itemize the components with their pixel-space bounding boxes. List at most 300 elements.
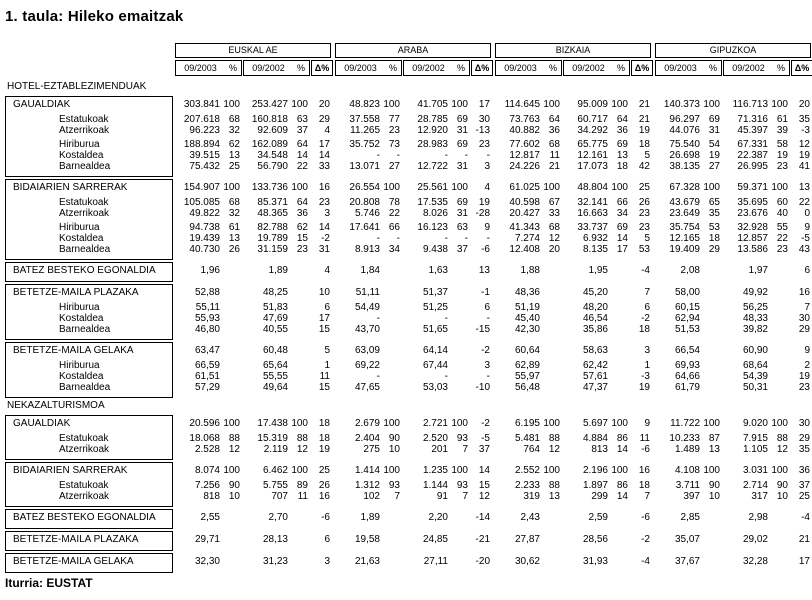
cell [383, 533, 402, 546]
cell: -5 [801, 233, 810, 244]
row-group-betetze-maila-plazaka [5, 284, 810, 338]
cell: 36 [616, 125, 628, 136]
cell: 1 [644, 360, 650, 371]
cell: 86 [616, 480, 628, 491]
cell: 31 [456, 161, 468, 172]
cell: 65.775 [577, 139, 608, 150]
cell: 69,22 [354, 360, 380, 371]
cell: 40 [776, 208, 788, 219]
cell [383, 344, 402, 357]
cell: 17.535 [417, 197, 448, 208]
cell: 13 [478, 265, 490, 276]
region-cells-gipuzkoa [655, 286, 812, 299]
delta-percent-header: Δ% [311, 60, 333, 76]
cell: 32 [228, 125, 240, 136]
region-cells-araba [335, 344, 495, 357]
row-group-gaualdiak [5, 96, 810, 175]
row-group-betetze-maila-gelaka [5, 342, 810, 396]
cell: 12.161 [577, 150, 608, 161]
cell: 1 [324, 360, 330, 371]
cell: - [444, 313, 448, 324]
cell: 26 [228, 244, 240, 255]
cell: 1.414 [354, 465, 380, 476]
row-group-gaualdiak [5, 415, 810, 458]
region-cells-bizkaia [495, 197, 655, 208]
region-cells-bizkaia [495, 114, 655, 125]
cell: 100 [703, 418, 720, 429]
percent-label: % [548, 63, 557, 73]
cell: 62,42 [582, 360, 608, 371]
cell: 51,37 [422, 287, 448, 298]
cell: 13 [228, 150, 240, 161]
cell [223, 371, 242, 382]
cell [771, 302, 790, 313]
cell: 41.343 [509, 222, 540, 233]
cell: 35,86 [582, 324, 608, 335]
region-cells-araba [335, 244, 495, 255]
region-cells-araba [335, 125, 495, 136]
cell: 50,31 [742, 382, 768, 393]
cell: 23 [638, 222, 650, 233]
cell: -6 [481, 244, 490, 255]
region-cells-gipuzkoa [655, 208, 812, 219]
cell [771, 555, 790, 568]
section-label-hotel-eztablezimenduak: HOTEL-EZTABLEZIMENDUAK [7, 81, 147, 92]
cell: - [486, 233, 490, 244]
cell: 31.159 [257, 244, 288, 255]
cell: 13 [228, 233, 240, 244]
cell: 6.195 [514, 418, 540, 429]
cell: 23 [318, 197, 330, 208]
region-cells-bizkaia [495, 360, 655, 371]
cell: 16.663 [577, 208, 608, 219]
region-cells-araba [335, 533, 495, 546]
region-cells-euskal-ae [175, 371, 335, 382]
row-label: Kostaldea [59, 313, 104, 324]
cell: 29 [708, 244, 720, 255]
table-row [5, 491, 810, 502]
table-row [5, 371, 810, 382]
region-cells-gipuzkoa [655, 264, 812, 277]
region-cells-gipuzkoa [655, 344, 812, 357]
previous-period-label: 09/2002 [252, 63, 285, 73]
table-row [5, 382, 810, 393]
cell: 21,63 [354, 556, 380, 567]
cell: 4 [324, 265, 330, 276]
cell: -3 [801, 125, 810, 136]
cell: 3 [644, 345, 650, 356]
cell: 100 [611, 418, 628, 429]
cell: 53 [708, 222, 720, 233]
cell: 31 [456, 125, 468, 136]
cell [223, 511, 242, 524]
cell: 88 [296, 433, 308, 444]
cell: 12 [798, 139, 810, 150]
cell: - [486, 150, 490, 161]
cell: 4.884 [582, 433, 608, 444]
cell: 63 [456, 222, 468, 233]
cell: 6 [484, 302, 490, 313]
cell [291, 264, 310, 277]
cell: 69 [616, 139, 628, 150]
cell [223, 324, 242, 335]
cell: 93 [456, 480, 468, 491]
cell: 162.089 [251, 139, 288, 150]
region-cells-gipuzkoa [655, 139, 812, 150]
cell: 17 [798, 556, 810, 567]
cell: - [376, 233, 380, 244]
table-row [5, 233, 810, 244]
cell: 14 [296, 150, 308, 161]
cell: 48.823 [349, 99, 380, 110]
row-group-bidaiarien-sarrerak [5, 462, 810, 505]
cell [543, 533, 562, 546]
cell: 25.561 [417, 182, 448, 193]
cell: 114.645 [504, 99, 540, 110]
region-cells-euskal-ae [175, 491, 335, 502]
cell [451, 511, 470, 524]
region-cells-araba [335, 324, 495, 335]
cell: 3 [324, 556, 330, 567]
region-cells-araba [335, 444, 495, 455]
region-cells-bizkaia [495, 313, 655, 324]
region-header-gipuzkoa: GIPUZKOA [655, 43, 811, 58]
cell: - [396, 150, 400, 161]
cell [291, 371, 310, 382]
cell: 56.790 [257, 161, 288, 172]
region-cells-gipuzkoa [655, 555, 812, 568]
cell: 82.788 [257, 222, 288, 233]
cell: 31,93 [582, 556, 608, 567]
cell [383, 555, 402, 568]
cell: 54 [708, 139, 720, 150]
cell: 77 [388, 114, 400, 125]
cell: -13 [475, 125, 490, 136]
cell: 53 [638, 244, 650, 255]
cell: 64,66 [674, 371, 700, 382]
region-cells-euskal-ae [175, 197, 335, 208]
cell [451, 382, 470, 393]
cell: 18 [318, 433, 330, 444]
cell: 5 [644, 150, 650, 161]
cell: 20.596 [189, 418, 220, 429]
previous-period-label: 09/2002 [412, 63, 445, 73]
cell: 26 [318, 480, 330, 491]
cell: 47,37 [582, 382, 608, 393]
cell: - [464, 150, 468, 161]
cell [703, 382, 722, 393]
row-label: BETETZE-MAILA PLAZAKA [13, 534, 139, 545]
cell: -14 [475, 512, 490, 523]
cell: 13 [548, 491, 560, 502]
cell: 66,59 [194, 360, 220, 371]
cell [703, 555, 722, 568]
cell [543, 313, 562, 324]
current-period-header [175, 60, 242, 76]
cell: 51,25 [422, 302, 448, 313]
cell: 1,97 [748, 265, 768, 276]
cell: 30 [798, 313, 810, 324]
cell: 61,79 [674, 382, 700, 393]
cell: 64 [296, 197, 308, 208]
cell: 44.076 [669, 125, 700, 136]
cell [611, 371, 630, 382]
cell: -6 [321, 512, 330, 523]
cell: 19 [776, 150, 788, 161]
table-row [5, 433, 810, 444]
cell [543, 302, 562, 313]
cell: 16 [638, 465, 650, 476]
cell: 14 [478, 465, 490, 476]
region-cells-gipuzkoa [655, 360, 812, 371]
cell: 9 [484, 222, 490, 233]
cell: 49,92 [742, 287, 768, 298]
cell: 11.722 [670, 418, 700, 429]
cell: 17.641 [349, 222, 380, 233]
region-cells-euskal-ae [175, 139, 335, 150]
cell: 2.233 [514, 480, 540, 491]
region-cells-araba [335, 313, 495, 324]
cell: 48,20 [582, 302, 608, 313]
row-label: Barnealdea [59, 161, 111, 172]
cell: 38.135 [669, 161, 700, 172]
cell: - [376, 371, 380, 382]
cell: 58 [776, 139, 788, 150]
cell: 89 [296, 480, 308, 491]
cell: 15.319 [257, 433, 288, 444]
cell: 8.026 [422, 208, 448, 219]
cell: 19.409 [669, 244, 700, 255]
cell: 100 [383, 465, 400, 476]
cell: 5 [324, 345, 330, 356]
region-cells-bizkaia [495, 371, 655, 382]
region-cells-bizkaia [495, 98, 655, 111]
region-cells-gipuzkoa [655, 233, 812, 244]
region-cells-bizkaia [495, 161, 655, 172]
cell: 63 [296, 114, 308, 125]
region-cells-araba [335, 98, 495, 111]
current-period-label: 09/2003 [344, 63, 377, 73]
cell: 16 [798, 287, 810, 298]
cell: 14 [318, 222, 330, 233]
cell: 140.373 [663, 99, 700, 110]
cell: 73.763 [509, 114, 540, 125]
region-cells-araba [335, 233, 495, 244]
cell: 19 [798, 150, 810, 161]
cell: 10.233 [669, 433, 700, 444]
cell: 9.020 [742, 418, 768, 429]
cell [611, 511, 630, 524]
cell [543, 324, 562, 335]
section-label-nekazalturismoa: NEKAZALTURISMOA [7, 400, 105, 411]
cell: 1.235 [422, 465, 448, 476]
cell: 5.755 [262, 480, 288, 491]
cell: 100 [383, 99, 400, 110]
column-headers-euskal-ae [175, 60, 335, 76]
cell: 14 [616, 233, 628, 244]
cell: 33.737 [577, 222, 608, 233]
label-column-spacer [5, 60, 175, 76]
region-cells-bizkaia [495, 324, 655, 335]
cell: 62 [296, 222, 308, 233]
cell: 160.818 [251, 114, 288, 125]
cell: 12.722 [417, 161, 448, 172]
table-row [5, 555, 810, 568]
percent-label: % [708, 63, 717, 73]
cell: 61.025 [509, 182, 540, 193]
delta-percent-header: Δ% [791, 60, 812, 76]
cell: 303.841 [183, 99, 220, 110]
cell: 75.432 [189, 161, 220, 172]
cell: 9.438 [422, 244, 448, 255]
row-label: BETETZE-MAILA PLAZAKA [13, 287, 139, 298]
region-cells-euskal-ae [175, 480, 335, 491]
cell: -21 [475, 534, 490, 545]
table-row [5, 208, 810, 219]
cell: 23 [478, 139, 490, 150]
cell: 66,54 [674, 345, 700, 356]
cell: 4 [324, 125, 330, 136]
cell [291, 360, 310, 371]
cell: 61 [776, 114, 788, 125]
region-cells-bizkaia [495, 555, 655, 568]
table-body [5, 81, 810, 571]
cell [291, 533, 310, 546]
cell: 6 [804, 265, 810, 276]
cell: 100 [611, 465, 628, 476]
table-row [5, 313, 810, 324]
cell [771, 511, 790, 524]
cell: 100 [703, 99, 720, 110]
region-cells-bizkaia [495, 233, 655, 244]
table-row [5, 360, 810, 371]
table-row [5, 480, 810, 491]
cell: 19.439 [189, 233, 220, 244]
cell: 10 [318, 287, 330, 298]
cell: 25 [228, 161, 240, 172]
cell: 52,88 [194, 287, 220, 298]
cell [543, 264, 562, 277]
cell [611, 533, 630, 546]
cell: 31 [318, 244, 330, 255]
row-label: GAUALDIAK [13, 418, 71, 429]
cell: 100 [771, 418, 788, 429]
cell: 13.586 [737, 244, 768, 255]
cell [703, 371, 722, 382]
cell: 23 [776, 244, 788, 255]
region-cells-araba [335, 491, 495, 502]
cell: 14 [318, 150, 330, 161]
region-header-euskal-ae: EUSKAL AE [175, 43, 331, 58]
table-row [5, 324, 810, 335]
cell: 19 [708, 150, 720, 161]
cell: 69 [456, 114, 468, 125]
cell: 29,02 [742, 534, 768, 545]
label-column-spacer [5, 43, 175, 58]
cell: 100 [543, 182, 560, 193]
cell: 42 [638, 161, 650, 172]
cell: -28 [475, 208, 490, 219]
cell: 21 [798, 534, 810, 545]
percent-label: % [616, 63, 625, 73]
cell [611, 382, 630, 393]
region-cells-bizkaia [495, 433, 655, 444]
region-cells-gipuzkoa [655, 433, 812, 444]
cell: 7 [462, 491, 468, 502]
cell: 37 [478, 444, 490, 455]
region-cells-bizkaia [495, 533, 655, 546]
region-cells-gipuzkoa [655, 302, 812, 313]
cell: 30 [798, 418, 810, 429]
cell: 2.528 [194, 444, 220, 455]
cell: 37 [798, 480, 810, 491]
cell: 62,89 [514, 360, 540, 371]
cell: 27,11 [423, 556, 448, 567]
cell: 6 [324, 302, 330, 313]
cell: 1.144 [422, 480, 448, 491]
cell: 40,55 [262, 324, 288, 335]
cell [771, 382, 790, 393]
cell: 64 [616, 114, 628, 125]
cell: 18 [638, 139, 650, 150]
cell: 27 [388, 161, 400, 172]
cell: 88 [548, 480, 560, 491]
cell: 317 [751, 491, 768, 502]
cell: 20 [318, 99, 330, 110]
cell: 12 [548, 444, 560, 455]
cell: 9 [644, 418, 650, 429]
cell: 28,13 [262, 534, 288, 545]
region-cells-araba [335, 417, 495, 430]
cell: 2,85 [680, 512, 700, 523]
cell: 5.697 [582, 418, 608, 429]
cell: 29 [318, 114, 330, 125]
cell [703, 511, 722, 524]
cell: 75.540 [669, 139, 700, 150]
region-cells-bizkaia [495, 181, 655, 194]
cell: 29 [798, 324, 810, 335]
region-cells-euskal-ae [175, 433, 335, 444]
cell [383, 360, 402, 371]
cell: 2.520 [422, 433, 448, 444]
cell: 13 [708, 444, 720, 455]
cell: 1.489 [674, 444, 700, 455]
region-header-bizkaia: BIZKAIA [495, 43, 651, 58]
region-cells-gipuzkoa [655, 511, 812, 524]
region-cells-euskal-ae [175, 244, 335, 255]
cell: 100 [451, 465, 468, 476]
cell: 88 [228, 433, 240, 444]
region-cells-gipuzkoa [655, 324, 812, 335]
region-cells-araba [335, 114, 495, 125]
cell: 23 [388, 125, 400, 136]
cell: 55,93 [194, 313, 220, 324]
cell: - [486, 313, 490, 324]
cell: -3 [641, 371, 650, 382]
region-cells-bizkaia [495, 417, 655, 430]
cell: 37.558 [349, 114, 380, 125]
table-row [5, 139, 810, 150]
cell: 100 [543, 99, 560, 110]
percent-label: % [388, 63, 397, 73]
region-cells-araba [335, 480, 495, 491]
cell [451, 360, 470, 371]
table-row [5, 197, 810, 208]
cell: 94.738 [189, 222, 220, 233]
cell: 34 [616, 208, 628, 219]
cell: 90 [708, 480, 720, 491]
cell: 32.928 [737, 222, 768, 233]
